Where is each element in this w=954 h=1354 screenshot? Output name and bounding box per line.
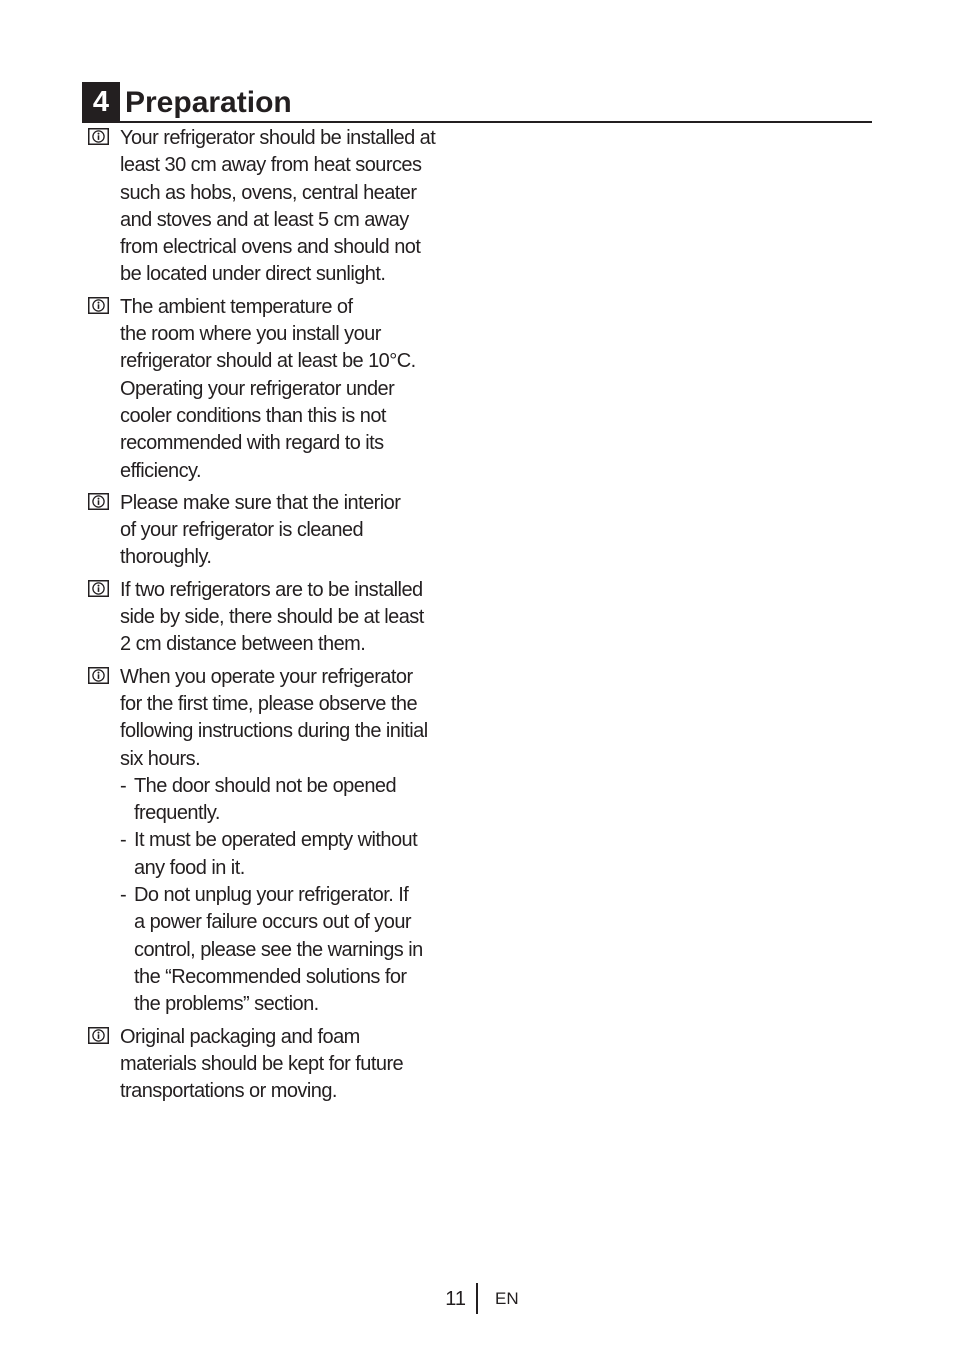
- note-text: When you operate your refrigerator for the first time, please observe the following instructions during the initial six hours.: [120, 665, 428, 770]
- info-icon: [88, 667, 109, 684]
- note-item: [88, 664, 488, 1019]
- info-icon: [88, 1027, 109, 1044]
- note-text: Please make sure that the interior of your refrigerator is cleaned thoroughly.: [120, 491, 401, 569]
- page-number: 11: [445, 1288, 466, 1310]
- note-text: If two refrigerators are to be installed side by side, there should be at least 2 cm distance between them.: [120, 578, 424, 656]
- section-number: 4: [82, 82, 120, 121]
- notes-list: [88, 125, 488, 1110]
- note-item: [88, 1024, 488, 1106]
- note-item: [88, 125, 488, 289]
- section-header: [82, 82, 872, 123]
- sub-instruction: - It must be operated empty without any food in it.: [120, 827, 488, 882]
- note-item: [88, 577, 488, 659]
- note-item: [88, 490, 488, 572]
- info-icon: [88, 297, 109, 314]
- note-text: Your refrigerator should be installed at least 30 cm away from heat sources such as hobs, ovens, central heater and stoves and at least 5 cm away from electrical ovens and should not be located under direct sunlight.: [120, 127, 436, 286]
- language-code: EN: [495, 1289, 519, 1308]
- sub-instruction: - Do not unplug your refrigerator. If a power failure occurs out of your control, please see the warnings in the “Recommended solutions for the problems” section.: [120, 882, 488, 1018]
- section-title: Preparation: [125, 86, 292, 119]
- note-text: Original packaging and foam materials should be kept for future transportations or moving.: [120, 1025, 404, 1103]
- note-item: [88, 294, 488, 485]
- sub-instruction-list: [120, 773, 488, 1019]
- info-icon: [88, 493, 109, 510]
- footer-divider: [476, 1283, 478, 1314]
- sub-instruction: - The door should not be opened frequently.: [120, 773, 488, 828]
- info-icon: [88, 128, 109, 145]
- note-text: The ambient temperature of the room where you install your refrigerator should at least be 10°C. Operating your refrigerator under cooler conditions than this is not recommended with regard to its efficiency.: [120, 295, 416, 482]
- info-icon: [88, 580, 109, 597]
